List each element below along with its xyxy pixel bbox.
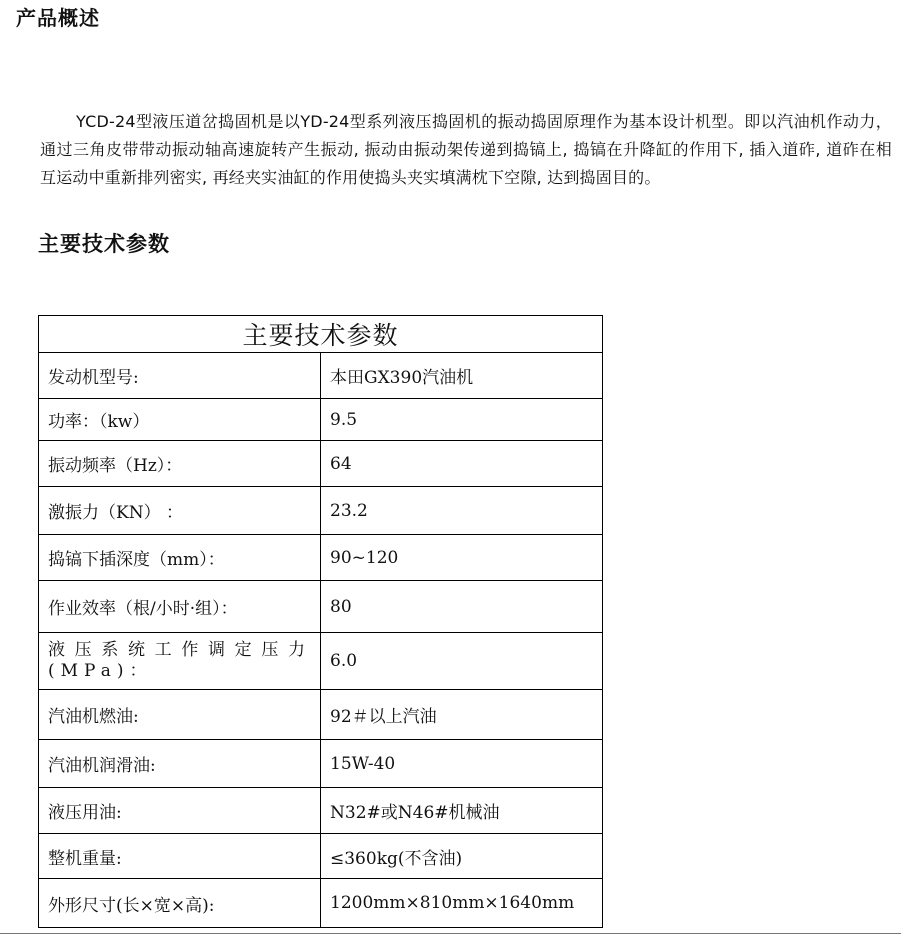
spec-label: 液压系统工作调定压力(MPa)：: [39, 633, 321, 690]
spec-row-engine-model: [39, 353, 603, 399]
spec-label: 捣镐下插深度（mm）：: [39, 535, 321, 581]
bottom-divider: [0, 933, 901, 934]
spec-value: 23.2: [321, 487, 603, 535]
section-title-specs: 主要技术参数: [38, 232, 170, 256]
spec-label: 汽油机燃油:: [39, 690, 321, 740]
spec-value: 9.5: [321, 399, 603, 441]
spec-value: ≤360kg(不含油): [321, 834, 603, 879]
spec-row-insertion-depth: [39, 535, 603, 581]
spec-row-hydraulic-pressure: [39, 633, 603, 690]
spec-row-efficiency: [39, 581, 603, 633]
spec-label: 外形尺寸(长×宽×高):: [39, 879, 321, 928]
spec-value: 6.0: [321, 633, 603, 690]
spec-row-lubricant: [39, 740, 603, 788]
spec-label: 发动机型号:: [39, 353, 321, 399]
spec-value: 92＃以上汽油: [321, 690, 603, 740]
spec-label: 作业效率（根/小时·组）：: [39, 581, 321, 633]
spec-value: 80: [321, 581, 603, 633]
spec-value: 90~120: [321, 535, 603, 581]
spec-row-hydraulic-oil: [39, 788, 603, 834]
spec-label: 振动频率（Hz）：: [39, 441, 321, 487]
spec-value: N32#或N46#机械油: [321, 788, 603, 834]
spec-row-fuel: [39, 690, 603, 740]
spec-row-vibration-frequency: [39, 441, 603, 487]
section-title-overview: 产品概述: [16, 6, 100, 30]
spec-row-power: [39, 399, 603, 441]
spec-row-weight: [39, 834, 603, 879]
spec-label: 整机重量:: [39, 834, 321, 879]
spec-table-caption: 主要技术参数: [39, 316, 603, 353]
overview-paragraph: YCD-24型液压道岔捣固机是以YD-24型系列液压捣固机的振动捣固原理作为基本设计机型。即以汽油机作动力，通过三角皮带带动振动轴高速旋转产生振动, 振动由振动架传递到捣镐上, 捣镐在升降缸的作用下, 插入道砟, 道砟在相互运动中重新排列密实, 再经夹实油缸的作用使捣头夹实填满枕下空隙, 达到捣固目的。: [40, 112, 892, 187]
spec-label: 激振力（KN） ：: [39, 487, 321, 535]
spec-value: 本田GX390汽油机: [321, 353, 603, 399]
spec-label: 汽油机润滑油:: [39, 740, 321, 788]
spec-row-exciting-force: [39, 487, 603, 535]
spec-label: 液压用油:: [39, 788, 321, 834]
spec-table: [38, 315, 603, 928]
spec-row-dimensions: [39, 879, 603, 928]
spec-value: 15W-40: [321, 740, 603, 788]
spec-value: 1200mm×810mm×1640mm: [321, 879, 603, 928]
spec-value: 64: [321, 441, 603, 487]
spec-label: 功率：（kw）: [39, 399, 321, 441]
